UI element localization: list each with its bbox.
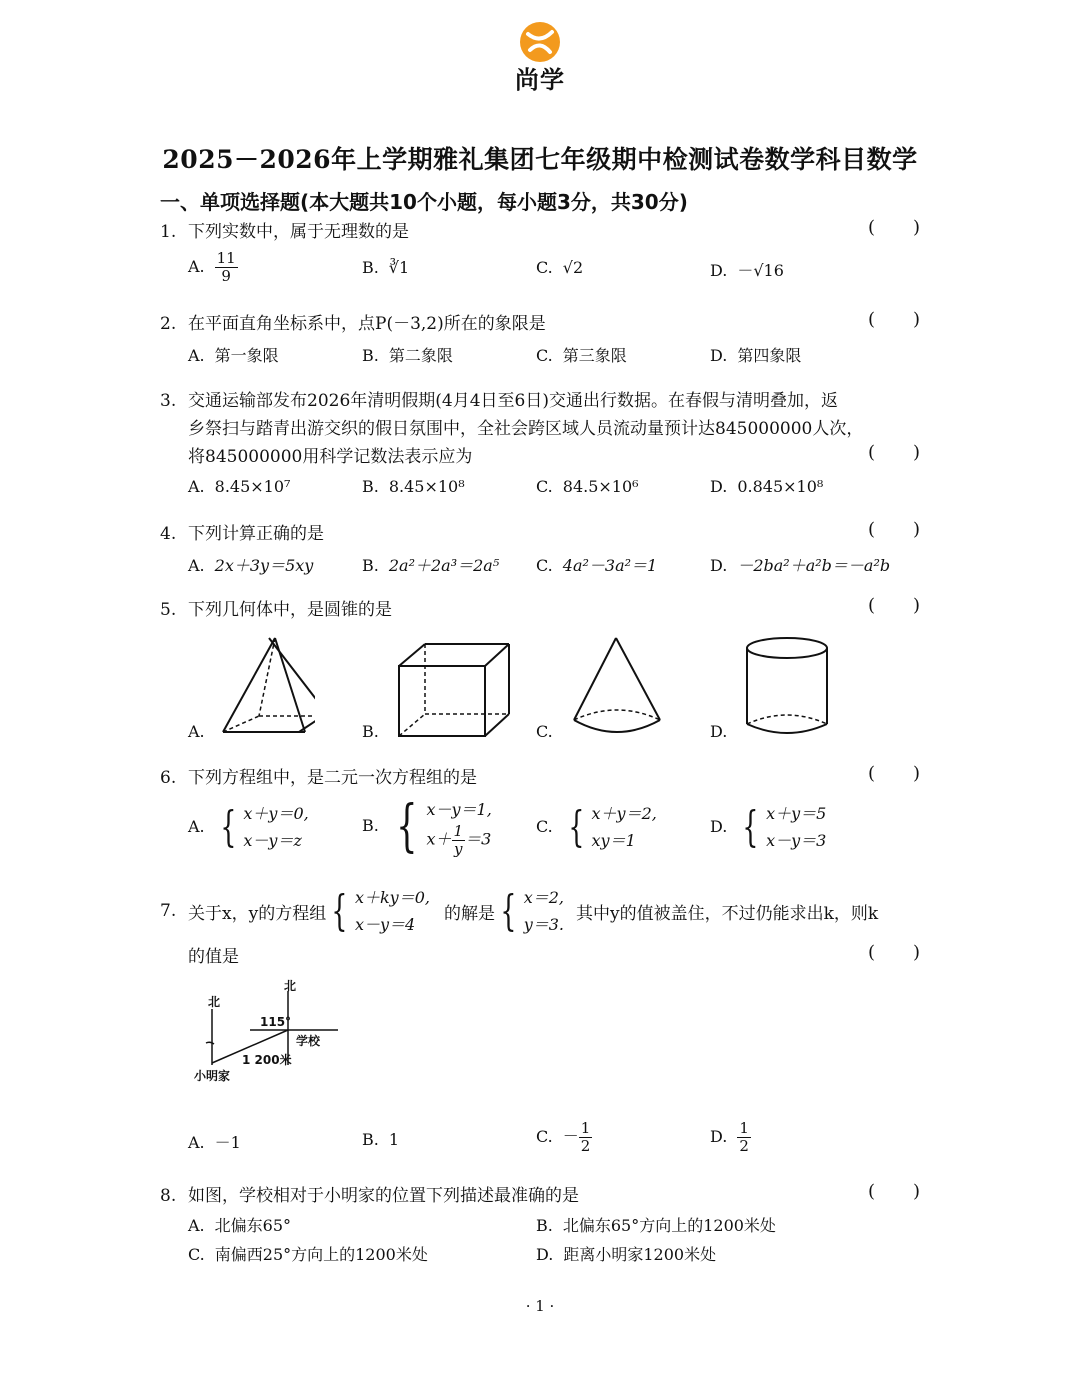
solution-system xyxy=(495,884,564,938)
paren-open: ( xyxy=(868,519,876,540)
option-text: 1 xyxy=(388,1130,400,1149)
q4-option-c xyxy=(536,553,657,576)
option-label: A. xyxy=(188,256,205,276)
option-label: B. xyxy=(362,1130,379,1149)
question-text: 在平面直角坐标系中，点P(－3,2)所在的象限是 xyxy=(188,314,546,334)
q8-option-c xyxy=(188,1242,428,1265)
option-label: B. xyxy=(536,1216,553,1235)
equation-line: x－y＝1, xyxy=(426,800,492,819)
paren-close: ) xyxy=(912,309,920,330)
question-text: 下列方程组中，是二元一次方程组的是 xyxy=(188,768,477,788)
question-7 xyxy=(160,884,878,938)
q4-option-d xyxy=(710,553,890,576)
answer-parens xyxy=(868,942,920,963)
equation-line: x＋ky＝0, xyxy=(354,888,430,907)
answer-parens xyxy=(868,1181,920,1202)
option-text: 2a²＋2a³＝2a⁵ xyxy=(388,556,500,575)
numerator: 1 xyxy=(739,1119,749,1137)
question-number: 6. xyxy=(160,768,177,788)
option-text: 4a²－3a²＝1 xyxy=(562,556,658,575)
numerator: 1 xyxy=(453,822,464,841)
q4-option-a xyxy=(188,553,313,576)
option-label: A. xyxy=(188,1216,205,1235)
paren-open: ( xyxy=(868,763,876,784)
question-number: 1. xyxy=(160,222,177,242)
option-label: A. xyxy=(188,816,205,836)
question-text: 的解是 xyxy=(443,903,495,924)
option-label: A. xyxy=(188,477,205,496)
question-text: 关于x，y的方程组 xyxy=(188,903,327,924)
question-number: 5. xyxy=(160,600,177,620)
brace-glyph: { xyxy=(500,886,517,936)
brace-glyph: { xyxy=(395,793,418,859)
equation-line: x＋y＝2, xyxy=(591,804,657,823)
option-label: C. xyxy=(536,258,553,277)
equation-system xyxy=(326,884,430,938)
q1-option-b xyxy=(362,258,409,277)
option-label: C. xyxy=(536,1126,553,1146)
option-text: 8.45×10⁸ xyxy=(388,477,465,496)
brace-glyph: { xyxy=(568,802,585,852)
paren-close: ) xyxy=(912,519,920,540)
paren-close: ) xyxy=(912,442,920,463)
q1-option-c xyxy=(536,258,583,277)
option-text: 第三象限 xyxy=(562,346,627,365)
option-label: D. xyxy=(710,556,728,575)
paren-close: ) xyxy=(912,595,920,616)
option-label: A. xyxy=(188,1133,205,1152)
fraction xyxy=(579,1120,593,1154)
question-number: 3. xyxy=(160,391,177,411)
option-label: C. xyxy=(536,477,553,496)
question-text: 下列计算正确的是 xyxy=(188,524,324,544)
q3-option-b xyxy=(362,477,465,496)
q1-option-d xyxy=(710,258,784,281)
option-label: B. xyxy=(362,816,379,836)
q5-option-b: B. xyxy=(362,722,379,741)
distance-label: 1 200米 xyxy=(242,1053,292,1067)
answer-parens xyxy=(868,217,920,238)
q2-option-a xyxy=(188,343,279,366)
q6-option-d xyxy=(710,800,826,854)
q1-option-a xyxy=(188,250,238,284)
option-text: －√16 xyxy=(737,261,784,280)
paren-close: ) xyxy=(912,763,920,784)
answer-parens xyxy=(868,763,920,784)
page-number: · 1 · xyxy=(525,1297,555,1315)
paren-open: ( xyxy=(868,1181,876,1202)
q7-option-a xyxy=(188,1130,241,1153)
direction-figure xyxy=(190,975,350,1087)
north-label: 北 xyxy=(284,979,297,993)
option-label: D. xyxy=(710,816,728,836)
q5-option-a: A. xyxy=(188,722,205,741)
north-label: 北 xyxy=(208,995,221,1009)
paren-open: ( xyxy=(868,595,876,616)
denominator: 9 xyxy=(221,266,231,285)
option-label: D. xyxy=(710,477,728,496)
option-text: －2ba²＋a²b＝－a²b xyxy=(737,556,891,575)
option-text: 0.845×10⁸ xyxy=(737,477,824,496)
option-text: ∛1 xyxy=(388,258,410,277)
option-text: √2 xyxy=(562,258,584,277)
option-text: －1 xyxy=(214,1133,241,1152)
question-6 xyxy=(160,763,477,788)
q6-option-a xyxy=(188,800,309,854)
paren-close: ) xyxy=(912,1181,920,1202)
answer-parens xyxy=(868,309,920,330)
q2-option-b xyxy=(362,343,453,366)
option-text: 北偏东65° xyxy=(214,1216,292,1235)
q7-option-b xyxy=(362,1130,399,1149)
equation-line: x－y＝z xyxy=(243,831,302,851)
cylinder-figure xyxy=(744,634,834,740)
school-label: 学校 xyxy=(296,1034,321,1048)
question-number: 7. xyxy=(160,901,177,922)
option-label: C. xyxy=(536,816,553,836)
question-3-line-3: 将845000000用科学记数法表示应为 xyxy=(188,447,473,467)
question-text: 下列实数中，属于无理数的是 xyxy=(188,222,409,242)
brace-glyph: { xyxy=(742,802,759,852)
equation-system xyxy=(563,800,657,854)
q8-option-a xyxy=(188,1213,291,1236)
paren-open: ( xyxy=(868,942,876,963)
question-4 xyxy=(160,519,324,544)
q8-option-b xyxy=(536,1213,776,1236)
option-label: B. xyxy=(362,258,379,277)
option-text: 第二象限 xyxy=(388,346,453,365)
paren-open: ( xyxy=(868,442,876,463)
fraction xyxy=(737,1120,751,1154)
equation-line: x＋y＝0, xyxy=(243,804,309,823)
question-1 xyxy=(160,217,409,242)
equation-part: ＝3 xyxy=(465,829,492,849)
equation-system xyxy=(215,800,309,854)
option-label: D. xyxy=(710,1126,728,1146)
brace-glyph: { xyxy=(219,802,237,852)
equation-line: x＝2, xyxy=(523,888,564,907)
denominator: 2 xyxy=(739,1136,749,1155)
cube-figure xyxy=(395,640,515,740)
section-heading: 一、单项选择题(本大题共10个小题，每小题3分，共30分) xyxy=(160,190,688,214)
answer-parens xyxy=(868,442,920,463)
question-5 xyxy=(160,595,392,620)
q3-option-d xyxy=(710,477,823,496)
question-7-line-2: 的值是 xyxy=(188,947,239,967)
cone-figure xyxy=(568,634,668,738)
fraction xyxy=(215,250,238,284)
option-label: B. xyxy=(362,477,379,496)
option-label: A. xyxy=(188,346,205,365)
logo-text: 尚学 xyxy=(515,66,565,94)
option-label: D. xyxy=(710,261,728,280)
equation-line: xy＝1 xyxy=(591,831,636,851)
q3-option-c xyxy=(536,477,639,496)
q6-option-b xyxy=(362,793,492,859)
option-text: 第一象限 xyxy=(214,346,279,365)
equation-system xyxy=(389,793,492,859)
question-3 xyxy=(160,386,838,411)
equation-line: y＝3. xyxy=(523,915,565,935)
q3-option-a xyxy=(188,477,290,496)
question-3-line-2: 乡祭扫与踏青出游交织的假日氛围中，全社会跨区域人员流动量预计达845000000人次， xyxy=(188,419,864,439)
question-2 xyxy=(160,309,546,334)
option-text: 84.5×10⁶ xyxy=(562,477,639,496)
brace-glyph: { xyxy=(331,886,348,936)
question-number: 8. xyxy=(160,1186,177,1206)
option-text: 2x＋3y＝5xy xyxy=(214,556,314,575)
answer-parens xyxy=(868,519,920,540)
equation-system xyxy=(737,800,826,854)
question-text: 如图，学校相对于小明家的位置下列描述最准确的是 xyxy=(188,1186,579,1206)
q2-option-d xyxy=(710,343,801,366)
fraction xyxy=(452,823,466,857)
option-label: D. xyxy=(710,346,728,365)
question-number: 2. xyxy=(160,314,177,334)
option-text: 第四象限 xyxy=(737,346,802,365)
paren-close: ) xyxy=(912,942,920,963)
option-label: B. xyxy=(362,346,379,365)
paren-open: ( xyxy=(868,309,876,330)
angle-label: 115° xyxy=(260,1015,292,1029)
q4-option-b xyxy=(362,553,499,576)
equation-line: x＋y＝5 xyxy=(766,804,827,823)
option-label: D. xyxy=(536,1245,554,1264)
paren-close: ) xyxy=(912,217,920,238)
option-label: C. xyxy=(536,346,553,365)
answer-parens xyxy=(868,595,920,616)
question-text: 其中y的值被盖住，不过仍能求出k，则k xyxy=(576,903,879,924)
q5-option-d: D. xyxy=(710,722,728,741)
option-label: C. xyxy=(188,1245,205,1264)
equation-line: x－y＝4 xyxy=(354,915,416,935)
option-label: C. xyxy=(536,556,553,575)
q2-option-c xyxy=(536,343,627,366)
pyramid-figure xyxy=(215,632,315,738)
question-text: 交通运输部发布2026年清明假期(4月4日至6日)交通出行数据。在春假与清明叠加，返 xyxy=(188,391,838,411)
equation-line xyxy=(426,823,491,857)
option-text: 北偏东65°方向上的1200米处 xyxy=(562,1216,776,1235)
option-text: 距离小明家1200米处 xyxy=(563,1245,717,1264)
equation-line: x－y＝3 xyxy=(766,831,827,851)
q8-option-d xyxy=(536,1242,716,1265)
q6-option-c xyxy=(536,800,657,854)
minus-sign: － xyxy=(562,1126,579,1146)
option-label: B. xyxy=(362,556,379,575)
paren-open: ( xyxy=(868,217,876,238)
question-text: 下列几何体中，是圆锥的是 xyxy=(188,600,392,620)
page-title: 2025－2026年上学期雅礼集团七年级期中检测试卷数学科目数学 xyxy=(162,145,918,174)
question-8 xyxy=(160,1181,579,1206)
option-text: 8.45×10⁷ xyxy=(214,477,291,496)
q7-option-d xyxy=(710,1120,751,1154)
denominator: y xyxy=(454,839,463,858)
home-label: 小明家 xyxy=(194,1069,231,1083)
numerator: 1 xyxy=(580,1119,591,1137)
numerator: 11 xyxy=(216,249,236,267)
q7-option-c xyxy=(536,1120,592,1154)
option-label: A. xyxy=(188,556,205,575)
option-text: 南偏西25°方向上的1200米处 xyxy=(214,1245,428,1264)
q5-option-c: C. xyxy=(536,722,553,741)
question-number: 4. xyxy=(160,524,177,544)
denominator: 2 xyxy=(580,1136,591,1155)
equation-part: x＋ xyxy=(426,829,452,849)
